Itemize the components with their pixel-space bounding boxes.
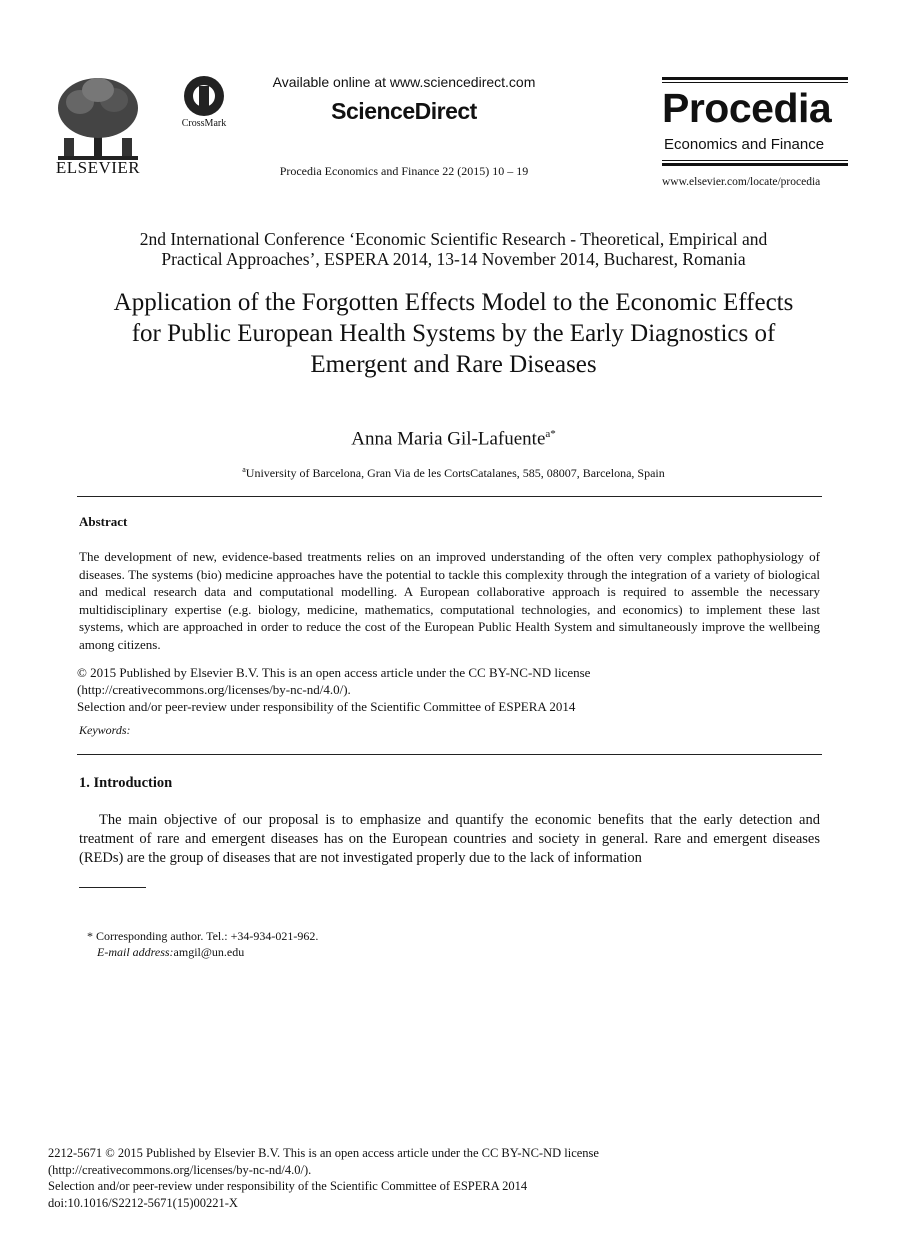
footer-doi[interactable]: doi:10.1016/S2212-5671(15)00221-X xyxy=(48,1195,238,1210)
affiliation-text: University of Barcelona, Gran Via de les CortsCatalanes, 585, 08007, Barcelona, Spain xyxy=(245,466,665,480)
footnote-corresponding xyxy=(87,929,318,944)
procedia-rule-bottom-thin xyxy=(662,160,848,161)
abstract-body: The development of new, evidence-based treatments relies on an improved understanding of the often very complex pathophysiology of diseases. The systems (bio) medicine approaches have the potential to tackle this complexity through the integration of a variety of biological and medical research data and computational modelling. A European collaborative approach is required to assemble the necessary multidisciplinary expertise (e.g. biology, medicine, mathematics, computational technologies, and economics) to implement these last systems, which are approached in order to reduce the cost of the European Public Health System and simultaneously improve the wellbeing among citizens. xyxy=(79,549,820,652)
procedia-rule-top-thin xyxy=(662,82,848,83)
procedia-rule-bottom xyxy=(662,163,848,166)
affiliation xyxy=(100,465,807,481)
license-link[interactable]: (http://creativecommons.org/licenses/by-nc-nd/4.0/). xyxy=(77,682,351,697)
email-label: E-mail address: xyxy=(97,945,174,959)
author-name: Anna Maria Gil-Lafuente xyxy=(351,428,546,450)
title-line-1: Application of the Forgotten Effects Model to the Economic Effects xyxy=(113,289,794,316)
footnote-marker: * xyxy=(87,929,93,943)
email-address[interactable]: amgil@un.edu xyxy=(173,945,245,959)
divider-bottom xyxy=(77,754,822,755)
copyright-block xyxy=(77,664,822,715)
journal-reference: Procedia Economics and Finance 22 (2015) 10 – 19 xyxy=(279,164,529,178)
sciencedirect-wordmark[interactable]: ScienceDirect xyxy=(331,98,477,124)
footer-license-link[interactable]: (http://creativecommons.org/licenses/by-nc-nd/4.0/). xyxy=(48,1162,312,1177)
copyright-line-1: © 2015 Published by Elsevier B.V. This is an open access article under the CC BY-NC-ND license xyxy=(77,665,591,680)
journal-url-link[interactable]: www.elsevier.com/locate/procedia xyxy=(662,176,821,188)
procedia-wordmark: Procedia xyxy=(662,85,832,131)
author-marks: a* xyxy=(545,428,556,440)
author xyxy=(100,428,807,450)
conference-info xyxy=(70,229,837,269)
affiliation-mark: a xyxy=(242,465,246,474)
procedia-subtitle: Economics and Finance xyxy=(664,136,825,153)
title-line-2: for Public European Health Systems by the Early Diagnostics of xyxy=(131,320,776,347)
title-line-3: Emergent and Rare Diseases xyxy=(310,351,597,378)
section-heading-introduction: 1. Introduction xyxy=(79,775,173,791)
footnote-rule xyxy=(79,887,146,888)
available-online-text: Available online at www.sciencedirect.com xyxy=(272,74,536,90)
footer-issn-line: 2212-5671 © 2015 Published by Elsevier B.V. This is an open access article under the CC BY-NC-ND license xyxy=(48,1146,599,1160)
introduction-body: The main objective of our proposal is to emphasize and quantify the economic benefits that the early detection and treatment of rare and emergent diseases has on the European countries and society in general. Rare and emergent diseases (REDs) are the group of diseases that are not investigated properly due to the lack of information xyxy=(79,812,820,866)
conference-line-2: Practical Approaches’, ESPERA 2014, 13-14 November 2014, Bucharest, Romania xyxy=(161,249,746,269)
crossmark-label: CrossMark xyxy=(181,118,227,129)
elsevier-wordmark: ELSEVIER xyxy=(55,158,141,177)
procedia-rule-top xyxy=(662,77,848,80)
peer-review-line: Selection and/or peer-review under responsibility of the Scientific Committee of ESPERA 2014 xyxy=(77,699,576,714)
keywords-label: Keywords: xyxy=(79,723,131,737)
footnote-corresponding-text: Corresponding author. Tel.: +34-934-021-962. xyxy=(96,929,319,943)
footer-peer-review: Selection and/or peer-review under responsibility of the Scientific Committee of ESPERA 2014 xyxy=(48,1179,528,1193)
footnote-email xyxy=(97,945,244,960)
conference-line-1: 2nd International Conference ‘Economic Scientific Research - Theoretical, Empirical and xyxy=(139,229,768,249)
abstract-heading: Abstract xyxy=(79,514,128,529)
divider-top xyxy=(77,496,822,497)
page-footer xyxy=(48,1145,848,1211)
paper-title xyxy=(60,287,847,380)
